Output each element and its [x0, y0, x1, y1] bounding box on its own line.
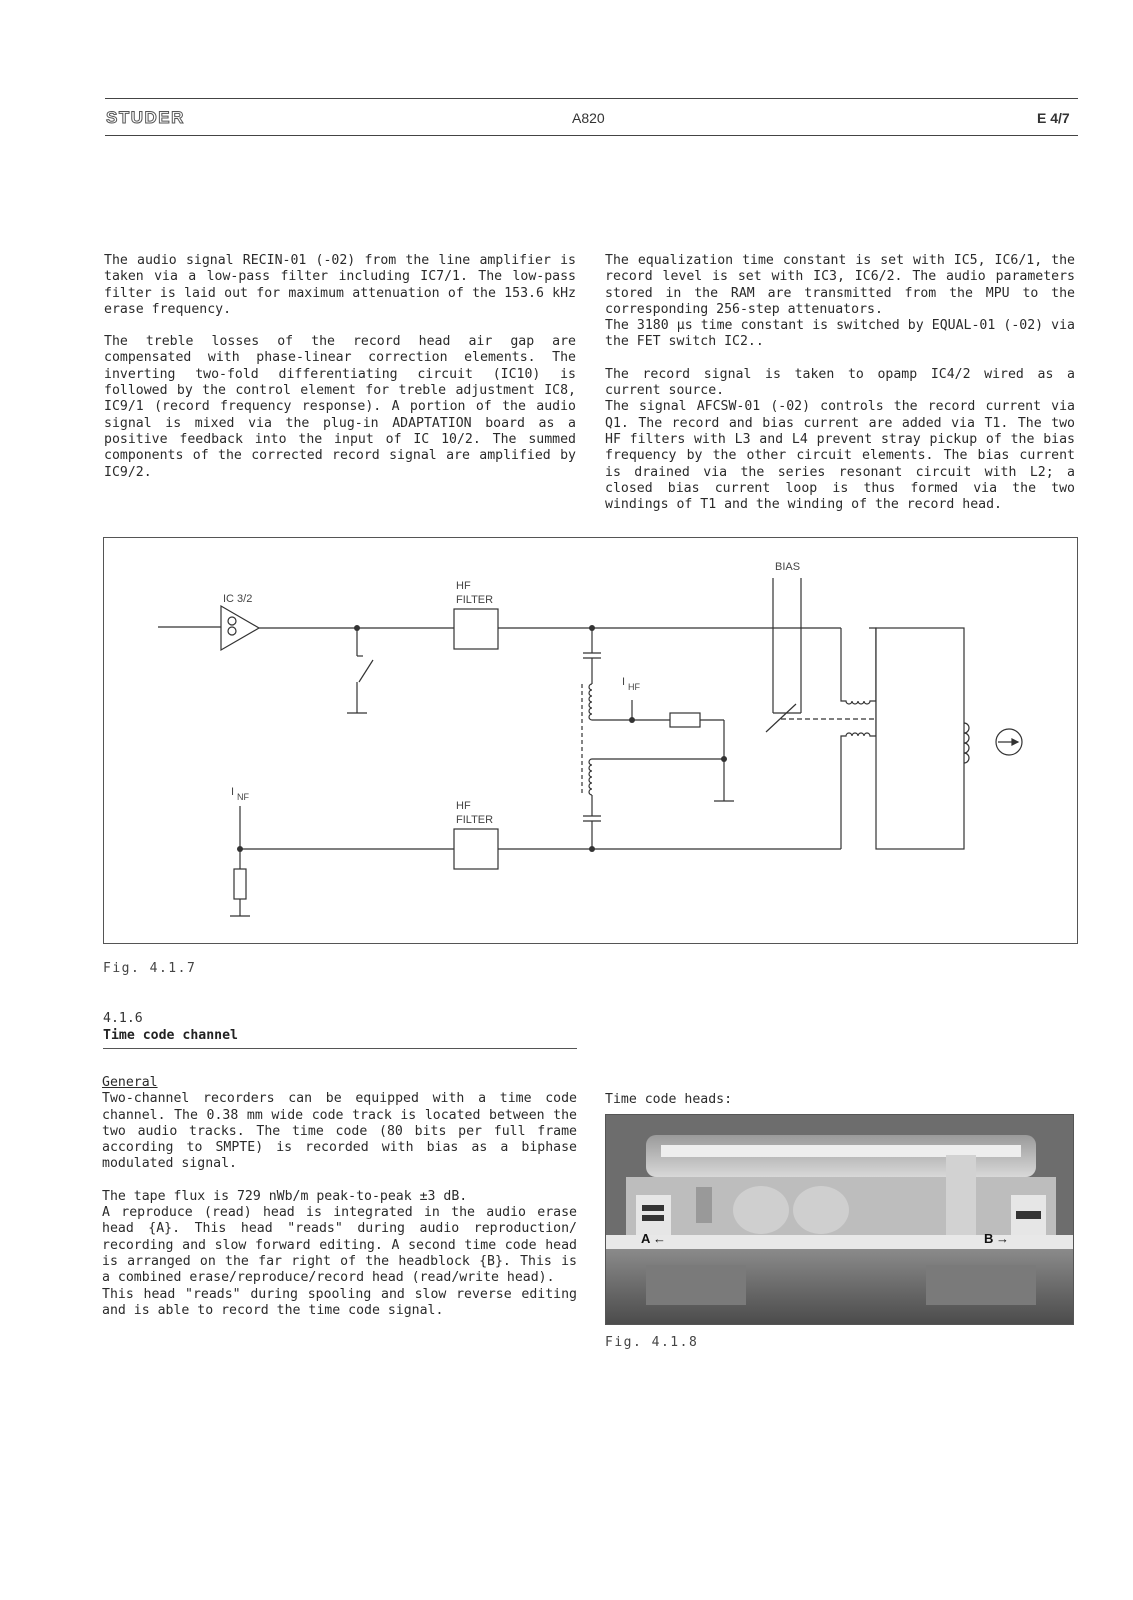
- diagram-label-filter-2: FILTER: [456, 814, 494, 826]
- section-rule: [103, 1048, 577, 1049]
- diagram-label-bias: BIAS: [775, 561, 801, 573]
- right-text-column: [605, 253, 1075, 529]
- arrow-right-icon: →: [996, 1231, 1009, 1246]
- left-text-column: [104, 253, 576, 497]
- circuit-diagram: [104, 538, 1077, 943]
- diagram-label-hf-2: HF: [456, 800, 471, 812]
- diagram-label-ic: IC 3/2: [223, 593, 253, 605]
- section-title: Time code channel: [103, 1028, 238, 1043]
- header-model: A820: [572, 110, 605, 126]
- studer-logo: STUDER: [106, 108, 185, 127]
- paragraph: The record signal is taken to opamp IC4/2 wired as a current source.: [605, 366, 1075, 399]
- general-text-column: [102, 1075, 577, 1319]
- diagram-label-i-nf: I: [231, 786, 235, 798]
- paragraph: The signal AFCSW-01 (-02) controls the record current via Q1. The record and bias current are added via T1. The two HF filters with L3 and L4 prevent stray pickup of the bias frequency by the other circuit elements. The bias current is drained via the series resonant circuit with L2; a closed bias current loop is thus formed via the two windings of T1 and the winding of the record head.: [605, 399, 1075, 513]
- paragraph: Two-channel recorders can be equipped with a time code channel. The 0.38 mm wide code track is located between the two audio tracks. The time code (80 bits per full frame according to SMPTE) is recorded with bias as a biphase modulated signal.: [102, 1091, 577, 1172]
- time-code-heads-photo: [605, 1114, 1074, 1325]
- diagram-label-filter-1: FILTER: [456, 594, 494, 606]
- paragraph: The audio signal RECIN-01 (-02) from the line amplifier is taken via a low-pass filter including IC7/1. The low-pass filter is laid out for maximum attenuation of the 153.6 kHz erase frequency.: [104, 253, 576, 317]
- header-rule-top: [105, 98, 1078, 99]
- paragraph: The treble losses of the record head air gap are compensated with phase-linear correction elements. The inverting two-fold differentiating circuit (IC10) is followed by the control element for treble adjustment IC8, IC9/1 (record frequency response). A portion of the audio signal is mixed via the plug-in ADAPTATION board as a positive feedback into the input of IC 10/2. The summed components of the corrected record signal are amplified by IC9/2.: [104, 334, 576, 480]
- headblock-illustration: [606, 1115, 1074, 1325]
- diagram-label-hf-1: HF: [456, 580, 471, 592]
- photo-label-a: A: [641, 1231, 651, 1246]
- paragraph: The 3180 µs time constant is switched by EQUAL-01 (-02) via the FET switch IC2..: [605, 318, 1075, 350]
- paragraph: The equalization time constant is set with IC5, IC6/1, the record level is set with IC3, IC6/2. The audio parameters stored in the RAM are transmitted from the MPU to the corresponding 256-step attenuators.: [605, 253, 1075, 317]
- circuit-diagram-frame: [103, 537, 1078, 944]
- paragraph: A reproduce (read) head is integrated in the audio erase head {A}. This head "reads" during audio reproduction/ recording and slow forward editing. A second time code head is arranged on the far right of the headblock {B}. This is a combined erase/reproduce/record head (read/write head).: [102, 1205, 577, 1286]
- diagram-label-i-hf: I: [622, 676, 626, 688]
- arrow-left-icon: ←: [653, 1231, 666, 1246]
- diagram-label-i-nf-sub: NF: [237, 792, 249, 802]
- figure-caption-4-1-7: Fig. 4.1.7: [103, 961, 197, 976]
- paragraph: This head "reads" during spooling and slow reverse editing and is able to record the time code signal.: [102, 1286, 577, 1318]
- figure-caption-4-1-8: Fig. 4.1.8: [605, 1335, 699, 1350]
- header-rule-bottom: [105, 135, 1078, 136]
- photo-label-b: B: [984, 1231, 994, 1246]
- paragraph: The tape flux is 729 nWb/m peak-to-peak ±3 dB.: [102, 1188, 468, 1204]
- time-code-heads-label: Time code heads:: [605, 1092, 733, 1107]
- section-number: 4.1.6: [103, 1011, 143, 1026]
- header-page-number: E 4/7: [1037, 110, 1070, 126]
- diagram-label-i-hf-sub: HF: [628, 682, 640, 692]
- general-heading: General: [102, 1075, 158, 1090]
